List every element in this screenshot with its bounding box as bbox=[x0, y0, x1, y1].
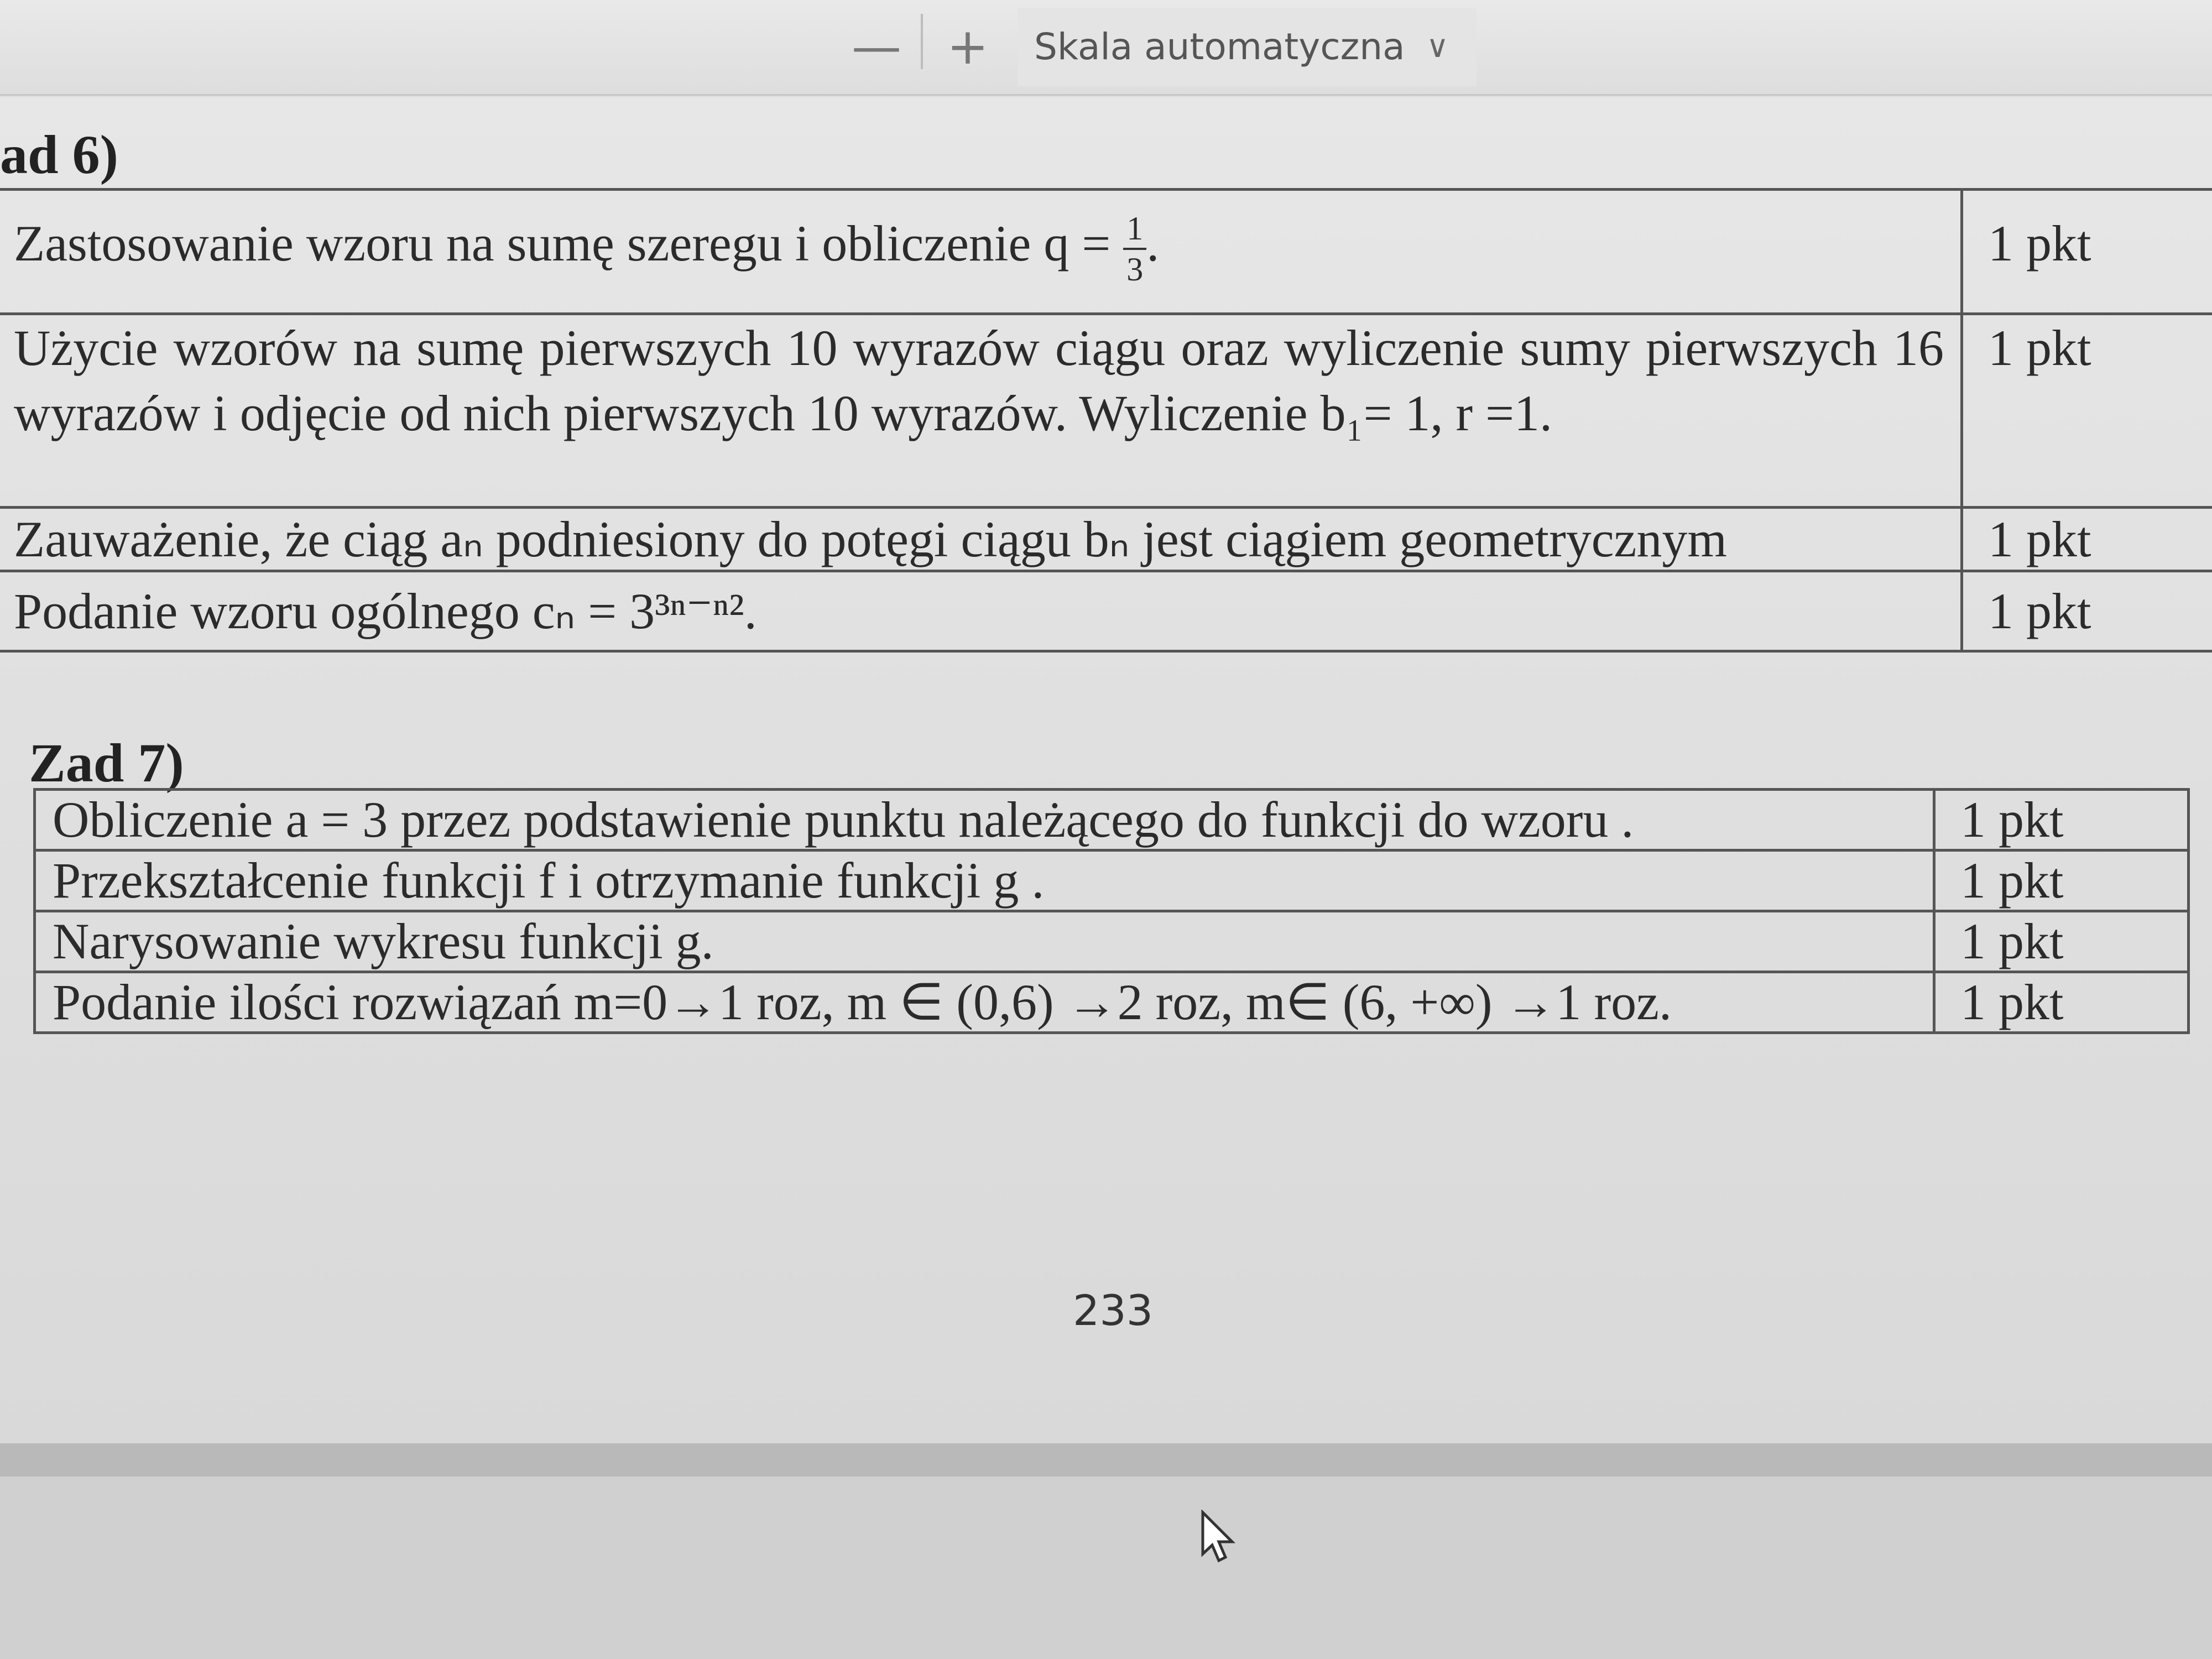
zoom-out-button[interactable]: — bbox=[852, 18, 901, 76]
points-cell: 1 pkt bbox=[1962, 508, 2212, 571]
points-cell: 1 pkt bbox=[1934, 790, 2189, 851]
fraction-denominator: 3 bbox=[1126, 251, 1144, 288]
points-cell: 1 pkt bbox=[1934, 851, 2189, 911]
criterion-cell: Podanie ilości rozwiązań m=0→1 roz, m ∈ (0,6) →2 roz, m∈ (6, +∞) →1 roz. bbox=[35, 972, 1934, 1033]
criterion-text-end: . bbox=[1146, 215, 1160, 272]
next-page-area bbox=[0, 1477, 2212, 1659]
table-row bbox=[35, 972, 2189, 1033]
zad7-table bbox=[33, 788, 2190, 1034]
page-number: 233 bbox=[1073, 1286, 1154, 1335]
table-row bbox=[35, 790, 2189, 851]
criterion-cell: Obliczenie a = 3 przez podstawienie punktu należącego do funkcji do wzoru . bbox=[35, 790, 1934, 851]
zad6-title: ad 6) bbox=[0, 124, 118, 185]
document-page bbox=[0, 97, 2212, 1443]
table-row bbox=[0, 571, 2212, 651]
zad7-title: Zad 7) bbox=[29, 732, 184, 794]
criterion-cell: Przekształcenie funkcji f i otrzymanie funkcji g . bbox=[35, 851, 1934, 911]
zad6-table bbox=[0, 188, 2212, 653]
toolbar-separator bbox=[921, 14, 923, 69]
zoom-in-button[interactable]: + bbox=[947, 18, 989, 76]
table-row bbox=[35, 851, 2189, 911]
points-cell: 1 pkt bbox=[1962, 571, 2212, 651]
mouse-cursor-icon bbox=[1200, 1510, 1239, 1565]
points-cell: 1 pkt bbox=[1934, 911, 2189, 972]
criterion-cell: Zauważenie, że ciąg aₙ podniesiony do potęgi ciągu bₙ jest ciągiem geometrycznym bbox=[0, 508, 1962, 571]
table-row bbox=[0, 508, 2212, 571]
viewer-toolbar bbox=[0, 0, 2212, 96]
fraction-numerator: 1 bbox=[1123, 209, 1146, 250]
criterion-cell bbox=[0, 190, 1962, 314]
table-row bbox=[0, 314, 2212, 508]
points-cell: 1 pkt bbox=[1962, 190, 2212, 314]
criterion-cell: Użycie wzorów na sumę pierwszych 10 wyrazów ciągu oraz wyliczenie sumy pierwszych 16 wyrazów i odjęcie od nich pierwszych 10 wyrazów. Wyliczenie b₁= 1, r =1. bbox=[0, 314, 1962, 508]
zoom-select[interactable] bbox=[1018, 8, 1477, 86]
points-cell: 1 pkt bbox=[1962, 314, 2212, 508]
fraction bbox=[1123, 209, 1146, 289]
page-gap bbox=[0, 1443, 2212, 1477]
zoom-select-value: Skala automatyczna bbox=[1034, 25, 1405, 68]
criterion-cell: Podanie wzoru ogólnego cₙ = 3³ⁿ⁻ⁿ². bbox=[0, 571, 1962, 651]
table-row bbox=[0, 190, 2212, 314]
points-cell: 1 pkt bbox=[1934, 972, 2189, 1033]
chevron-down-icon: ∨ bbox=[1426, 29, 1449, 65]
criterion-text: Zastosowanie wzoru na sumę szeregu i obliczenie q = bbox=[14, 215, 1111, 272]
table-row bbox=[35, 911, 2189, 972]
criterion-cell: Narysowanie wykresu funkcji g. bbox=[35, 911, 1934, 972]
